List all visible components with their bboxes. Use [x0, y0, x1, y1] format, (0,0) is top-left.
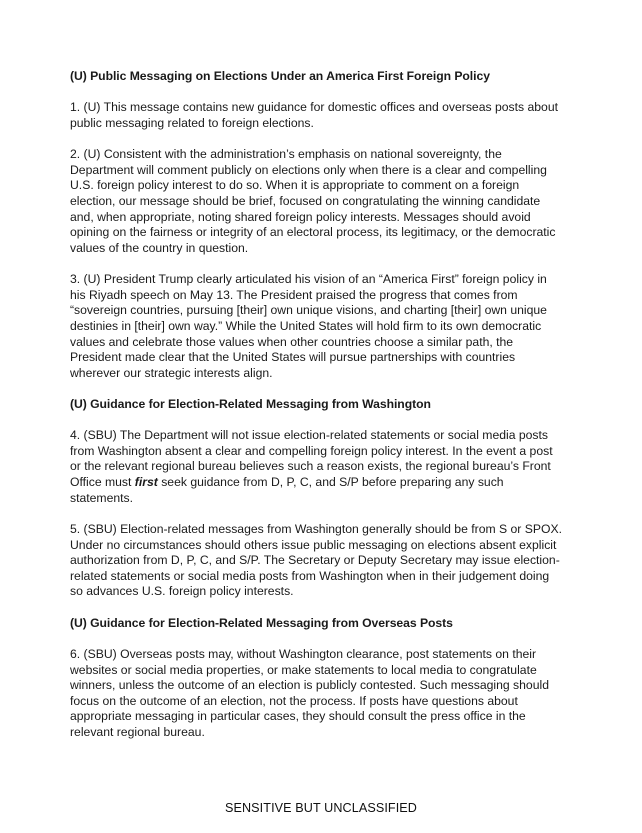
text-line: his Riyadh speech on May 13. The President praised the progress that comes from	[70, 287, 518, 302]
section-heading-washington: (U) Guidance for Election-Related Messaging from Washington	[70, 397, 431, 412]
section-heading-overseas: (U) Guidance for Election-Related Messaging from Overseas Posts	[70, 615, 453, 630]
text-line: 3. (U) President Trump clearly articulated his vision of an “America First” foreign policy in	[70, 272, 547, 287]
text-line: public messaging related to foreign elections.	[70, 115, 314, 130]
paragraph-1	[70, 100, 580, 131]
text-line: or the relevant regional bureau believes such a reason exists, the regional bureau’s Front	[70, 459, 551, 474]
emphasis-first: first	[134, 475, 158, 490]
text-line: President made clear that the United States will pursue partnerships with countries	[70, 350, 516, 365]
paragraph-2	[70, 147, 580, 256]
text-line: winners, unless the outcome of an election is publicly contested. Such messaging should	[70, 678, 549, 693]
text-line: “sovereign countries, pursuing [their] own unique visions, and charting [their] own unique	[70, 303, 547, 318]
text-line: relevant regional bureau.	[70, 724, 205, 739]
text-line: 1. (U) This message contains new guidance for domestic offices and overseas posts about	[70, 100, 558, 115]
text-line: authorization from D, P, C, and S/P. The Secretary or Deputy Secretary may issue election-	[70, 553, 560, 568]
text-line: 2. (U) Consistent with the administration’s emphasis on national sovereignty, the	[70, 147, 502, 162]
text-line: U.S. foreign policy interest to do so. When it is appropriate to comment on a foreign	[70, 178, 520, 193]
text-line: statements.	[70, 490, 133, 505]
text-fragment: Office must	[70, 475, 135, 490]
document-title: (U) Public Messaging on Elections Under an America First Foreign Policy	[70, 69, 490, 83]
text-line: so advances U.S. foreign policy interests.	[70, 584, 294, 599]
text-line: related statements or social media posts from Washington when in their judgement doing	[70, 568, 550, 583]
text-line: focus on the outcome of an election, not the process. If posts have questions about	[70, 693, 518, 708]
text-line: destinies in [their] own way.” While the United States will hold firm to its own democratic	[70, 318, 542, 333]
text-line: 6. (SBU) Overseas posts may, without Washington clearance, post statements on their	[70, 646, 537, 661]
text-line: appropriate messaging in particular cases, they should consult the press office in the	[70, 709, 526, 724]
text-line: election, our message should be brief, focused on congratulating the winning candidate	[70, 193, 541, 208]
text-line: from Washington absent a clear and compelling foreign policy interest. In the event a post	[70, 443, 553, 458]
document-body	[70, 69, 580, 756]
text-line: websites or social media properties, or make statements to local media to congratulate	[70, 662, 537, 677]
paragraph-5	[70, 522, 580, 600]
text-line: values of the country in question.	[70, 240, 249, 255]
paragraph-4	[70, 428, 580, 506]
text-line: wherever our strategic interests align.	[70, 365, 273, 380]
text-line: 5. (SBU) Election-related messages from Washington generally should be from S or SPOX.	[70, 522, 563, 537]
text-line: values and celebrate those values when other countries choose a similar path, the	[70, 334, 514, 349]
text-line: opining on the fairness or integrity of an electoral process, its legitimacy, or the democratic	[70, 225, 556, 240]
text-fragment: seek guidance from D, P, C, and S/P before preparing any such	[157, 475, 504, 490]
text-line: and, when appropriate, noting shared foreign policy interests. Messages should avoid	[70, 209, 531, 224]
text-line	[70, 475, 580, 491]
classification-footer: SENSITIVE BUT UNCLASSIFIED	[224, 801, 418, 815]
text-line: Under no circumstances should others issue public messaging on elections absent explicit	[70, 537, 557, 552]
text-line: Department will comment publicly on elections only when there is a clear and compelling	[70, 162, 547, 177]
paragraph-3	[70, 272, 580, 381]
paragraph-6	[70, 647, 580, 741]
text-line: 4. (SBU) The Department will not issue election-related statements or social media posts	[70, 428, 549, 443]
